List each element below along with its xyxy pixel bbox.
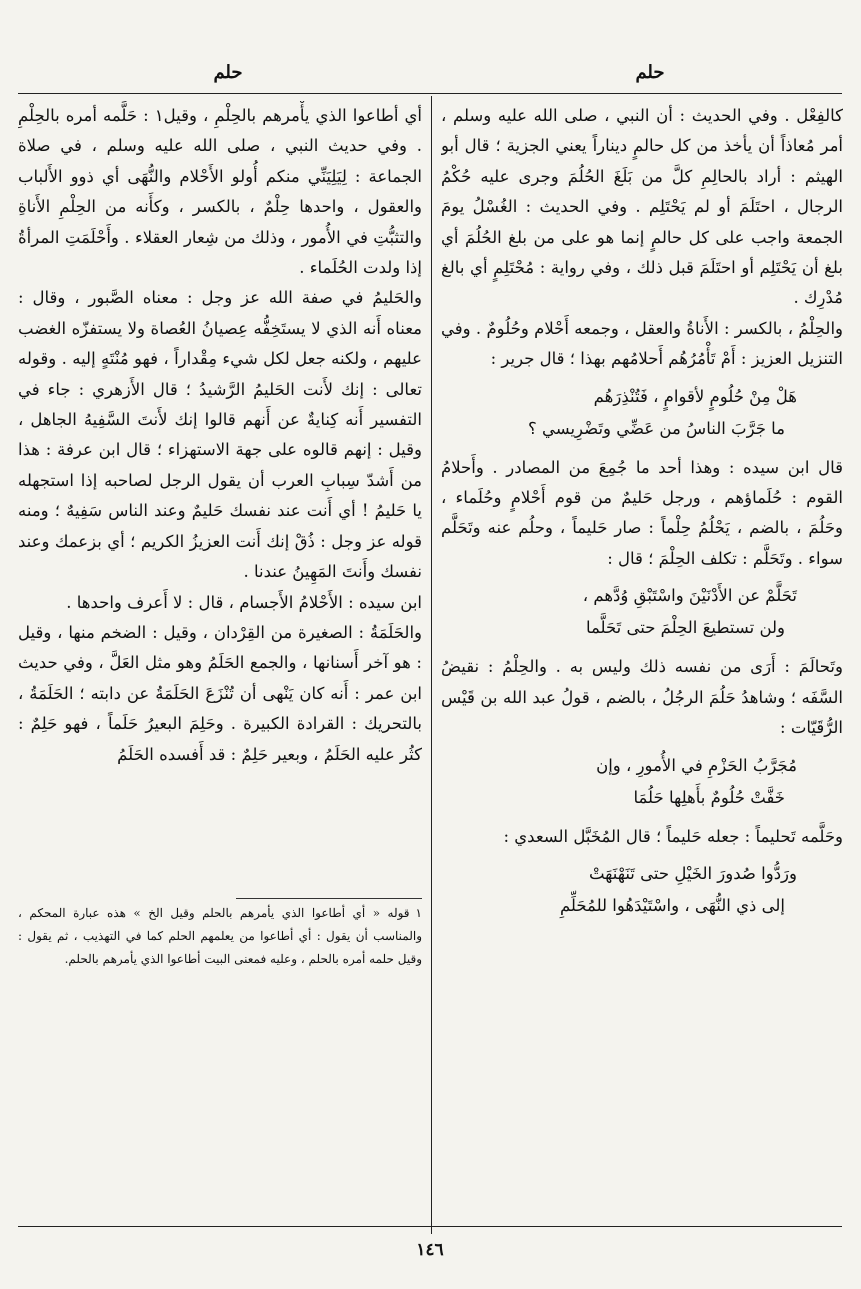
verse: [441, 858, 843, 922]
footnote: [18, 902, 422, 1012]
verse: [441, 381, 843, 445]
footnote-text: قوله « أي أطاعوا الذي يأمرهم بالحلم وقيل الخ » هذه عبارة المحكم ، والمناسب أن يقول : أي أطاعوا من يعلمهم الحلم كما في التهذيب ، ثم يقول : وقيل حلمه أمره بالحلم ، وعليه فمعنى البيت أطاعوا الذي يأمرهم بالحلم.: [18, 906, 422, 966]
verse-line: ما جَرَّبَ الناسُ من عَضِّي وتَضْرِيسي ؟: [527, 418, 785, 438]
verse-line: مُجَرَّبُ الحَزْمِ في الأُمورِ ، وإن: [596, 755, 797, 775]
paragraph: والحِلْمُ ، بالكسر : الأَناةُ والعقل ، وجمعه أَحْلام وحُلُومٌ . وفي التنزيل العزيز : أَمْ تَأْمُرُهُم أَحلامُهم بهذا ؛ قال جرير :: [441, 318, 843, 369]
paragraph: ابن سيده : الأَحْلامُ الأَجسام ، قال : لا أَعرف واحدها .: [66, 592, 422, 612]
page-number: ١٤٦: [416, 1240, 444, 1260]
left-column: [18, 101, 422, 891]
verse-line: إلى ذي النُّهَى ، واسْتَيْدَهُوا للمُحَلِّمِ: [559, 895, 785, 915]
right-column: [441, 101, 843, 1221]
header-rule: [18, 93, 842, 94]
footnote-number: ١: [415, 906, 422, 920]
running-head-left: حلم: [213, 62, 243, 83]
verse: [441, 580, 843, 644]
column-divider: [431, 96, 432, 1234]
verse-line: هَلْ مِنْ حُلُومٍ لأقوامٍ ، فَتُنْذِرَهُم: [593, 386, 797, 406]
verse-line: خَفَّتْ حُلُومٌ بأَهلِها حَلُمَا: [633, 787, 785, 807]
footnote-rule: [236, 898, 422, 899]
paragraph: كالفِعْل . وفي الحديث : أن النبي ، صلى الله عليه وسلم ، أمر مُعاذاً أن يأخذ من كل حالمٍ ديناراً يعني الجزية ؛ قال أبو الهيثم : أراد بالحالِمِ كلَّ من بَلَغَ الحُلُمَ وجرى عليه حُكْمُ الرجال ، احتَلَمَ أو لم يَحْتَلِم . وفي الحديث : الغُسْلُ يومَ الجمعة واجب على كل حالمٍ إنما هو على من بلغ الحُلُمَ أي بلغ أن يَحْتَلِم أو احتَلَمَ قبل ذلك ، وفي رواية : مُحْتَلِمٍ أي بالغ مُدْرِك .: [441, 106, 843, 308]
verse-line: ورَدُّوا صُدورَ الخَيْلِ حتى تَنَهْنَهَتْ: [588, 863, 797, 883]
verse: [441, 750, 843, 814]
verse-line: ولن تستطيعَ الحِلْمَ حتى تَحَلَّما: [585, 618, 785, 638]
verse-line: تَحَلَّمْ عن الأَدْنَيْنَ واسْتَبْقِ وُدَّهم ،: [582, 586, 797, 606]
footer-rule: [18, 1226, 842, 1227]
paragraph: قال ابن سيده : وهذا أحد ما جُمِعَ من المصادر . وأَحلامُ القوم : حُلَماؤهم ، ورجل حَليمٌ من قوم أَحْلامٍ وحُلَماء ، وحَلُمَ ، بالضم ، يَحْلُمُ حِلْماً : صار حَليماً ، وحلُم عنه وتَحَلَّم سواء . وتَحَلَّم : تكلف الحِلْمَ ؛ قال :: [441, 457, 843, 568]
paragraph: والحَليمُ في صفة الله عز وجل : معناه الصَّبور ، وقال : معناه أَنه الذي لا يستَخِفُّه عِصيانُ العُصاة ولا يستفزّه الغضب عليهم ، ولكنه جعل لكل شيء مِقْداراً ، فهو مُنْتَهٍ إليه . وقوله تعالى : إنك لأَنت الحَليمُ الرَّشيدُ ؛ قال الأَزهري : جاء في التفسير أَنه كِنايةٌ عن أَنهم قالوا إنك لأَنتَ السَّفِيهُ الجاهل ، وقيل : إنهم قالوه على جهة الاستهزاء ؛ قال ابن عرفة : هذا من أَشدّ سِبابِ العرب أن يقول الرجل لصاحبه إذا استجهله يا حَليمُ ! أي أَنت عند نفسك حَليمٌ وعند الناس سَفِيهٌ ؛ ومنه قوله عز وجل : ذُقْ إنك أَنت العزيزُ الكريم ؛ أي بزعمك وعند نفسك وأَنتَ المَهِينُ عندنا .: [18, 288, 422, 582]
paragraph: أي أطاعوا الذي يأْمرهم بالحِلْمِ ، وقيل١ : حَلَّمه أمره بالحِلْمِ . وفي حديث النبي ، صلى الله عليه وسلم ، في صلاة الجماعة : لِيَلِيَنِّي منكم أُولو الأَحْلام والنُّهَى أي ذوو الأَلباب والعقول ، واحدها حِلْمٌ ، بالكسر ، وكأَنه من الحِلْمِ الأَناةِ والتثبُّتِ في الأُمور ، وذلك من شِعار العقلاء . وأَحْلَمَتِ المرأةُ إذا ولدت الحُلَماء .: [18, 106, 422, 278]
paragraph: والحَلَمَةُ : الصغيرة من القِرْدان ، وقيل : الضخم منها ، وقيل : هو آخر أَسنانها ، والجمع الحَلَمُ وهو مثل العَلَّ ، وفي حديث ابن عمر : أَنه كان يَنْهى أن تُنْزَعَ الحَلَمَةُ عن دابته ؛ الحَلَمَةُ ، بالتحريك : القرادة الكبيرة . وحَلِمَ البعيرُ حَلَماً ، فهو حَلِمٌ : كثُر عليه الحَلَمُ ، وبعير حَلِمٌ : قد أَفسده الحَلَمُ: [18, 622, 422, 764]
paragraph: وتَحالَمَ : أَرَى من نفسه ذلك وليس به . والحِلْمُ : نقيضُ السَّفَه ؛ وشاهدُ حَلُمَ الرجُلُ ، بالضم ، قولُ عبد الله بن قَيْس الرُّقَيّات :: [441, 657, 843, 738]
paragraph: وحَلَّمه تَحليماً : جعله حَليماً ؛ قال المُخَبَّل السعدي :: [503, 826, 843, 846]
running-head-right: حلم: [635, 62, 665, 83]
